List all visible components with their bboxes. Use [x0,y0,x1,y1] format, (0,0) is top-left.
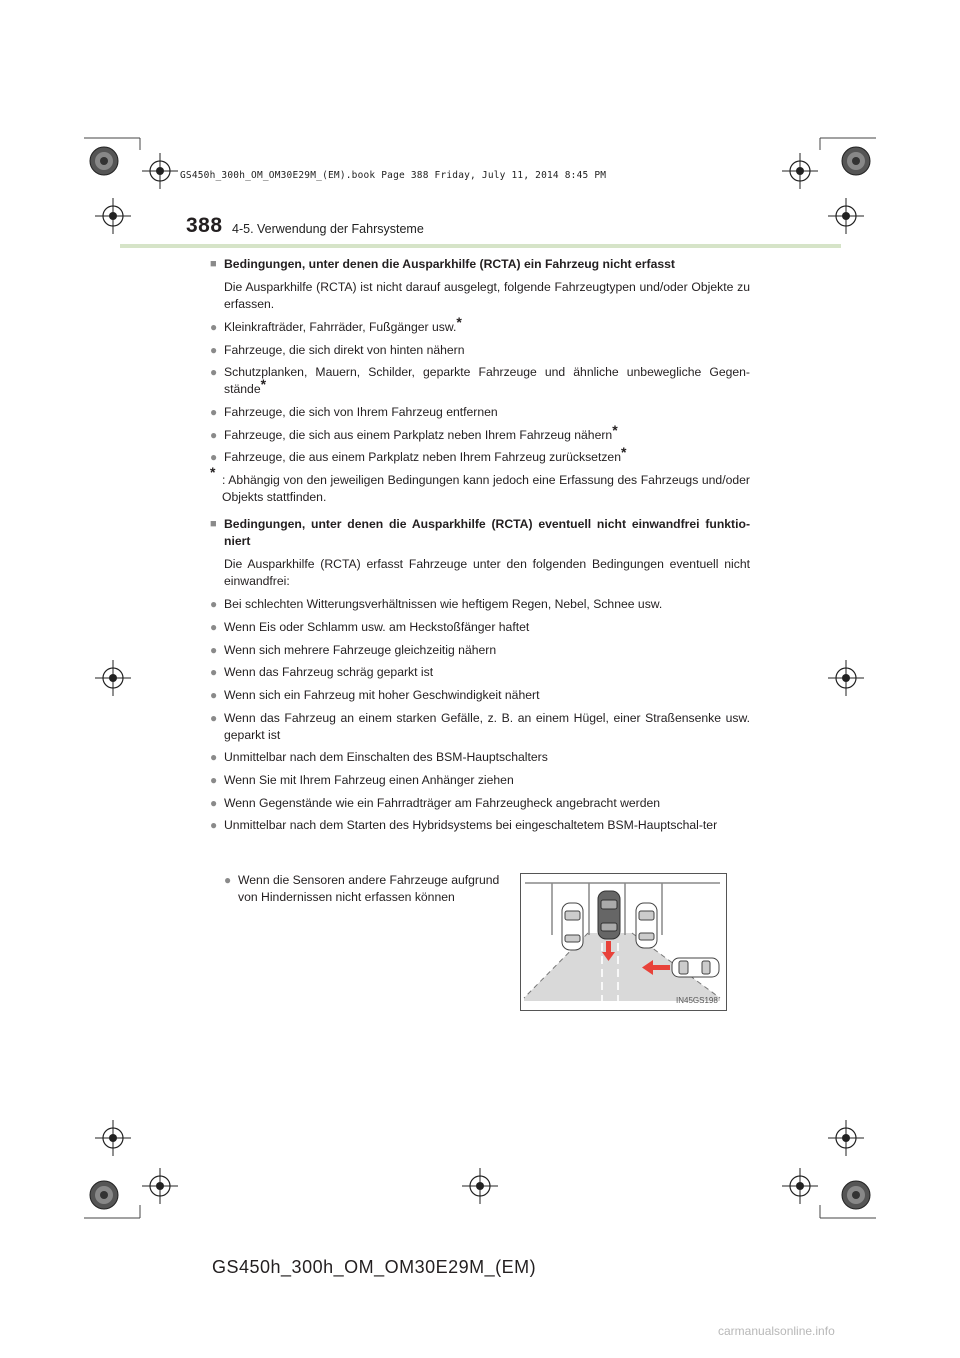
list-item [210,772,750,789]
list-item-text: Unmittelbar nach dem Starten des Hybridsystems bei eingeschaltetem BSM-Hauptschal-ter [224,818,718,833]
figure-code: IN45GS198 [676,996,718,1005]
footnote-marker: * [210,464,216,481]
dot-bullet-icon: ● [210,619,218,634]
list-item [210,642,750,659]
section-heading [210,256,750,273]
page-number: 388 [186,214,223,237]
list-item [210,687,750,704]
own-car [598,891,620,939]
list-item [210,364,750,398]
footer-document-id: GS450h_300h_OM_OM30E29M_(EM) [212,1257,537,1277]
parking-diagram [520,873,727,1011]
list-item-text: Wenn Gegenstände wie ein Fahrradträger am Fahrzeugheck angebracht werden [224,795,661,810]
list-item-text: Wenn Sie mit Ihrem Fahrzeug einen Anhänger ziehen [224,772,514,787]
list-item-text: Fahrzeuge, die aus einem Parkplatz neben Ihrem Fahrzeug zurücksetzen [224,450,621,465]
dot-bullet-icon: ● [224,873,232,887]
dot-bullet-icon: ● [210,597,218,612]
list-item-text: Fahrzeuge, die sich direkt von hinten nähern [224,342,465,357]
dot-bullet-icon: ● [210,710,218,725]
list-item [210,664,750,681]
list-item [210,421,750,444]
footnote-marker: * [621,444,627,461]
section-rcta-malfunction [210,516,750,834]
section-intro: Die Ausparkhilfe (RCTA) ist nicht darauf ausgelegt, folgende Fahrzeugtypen und/oder Objekte zu erfassen. [224,280,750,311]
list-item [210,710,750,744]
dot-bullet-icon: ● [210,818,218,833]
list-item-obstacles [224,872,514,906]
dot-bullet-icon: ● [210,427,218,442]
list-item [210,404,750,421]
dot-bullet-icon: ● [210,665,218,680]
list-item-text: Wenn das Fahrzeug an einem starken Gefälle, z. B. an einem Hügel, einer Straßensenke usw. geparkt ist [224,710,750,742]
list-item-text: Kleinkrafträder, Fahrräder, Fußgänger usw. [224,320,457,334]
dot-bullet-icon: ● [210,642,218,657]
header-rule [120,244,841,248]
list-item [210,314,750,336]
list-item-text: Wenn die Sensoren andere Fahrzeuge aufgrund von Hindernissen nicht erfassen können [238,873,500,904]
section-title: 4-5. Verwendung der Fahrsysteme [232,222,424,236]
section-heading [210,516,750,550]
print-line: GS450h_300h_OM_OM30E29M_(EM).book Page 388 Friday, July 11, 2014 8:45 PM [180,170,607,181]
dot-bullet-icon: ● [210,320,218,334]
main-content [210,256,750,844]
footnote [210,464,750,506]
list-item-text: Wenn sich mehrere Fahrzeuge gleichzeitig nähern [224,642,497,657]
footnote-text: : Abhängig von den jeweiligen Bedingungen kann jedoch eine Erfassung des Fahrzeugs und/oder Objekts stattfinden. [222,473,750,505]
footnote-marker: * [612,421,618,438]
list-item [210,749,750,766]
approaching-car [672,958,719,977]
watermark: carmanualsonline.info [718,1324,835,1338]
footnote-marker: * [456,314,462,330]
list-item-text: Bei schlechten Witterungsverhältnissen wie heftigem Regen, Nebel, Schnee usw. [224,597,663,612]
dot-bullet-icon: ● [210,405,218,420]
parked-car-left [562,903,583,950]
list-item [210,596,750,613]
bullet-list [210,596,750,834]
list-item [210,444,750,466]
dot-bullet-icon: ● [210,365,218,380]
section-heading-text: Bedingungen, unter denen die Ausparkhilfe (RCTA) eventuell nicht einwandfrei funktio-niert [224,517,750,549]
list-item-text: Wenn sich ein Fahrzeug mit hoher Geschwindigkeit nähert [224,687,540,702]
section-rcta-not-detected [210,256,750,506]
list-item [210,795,750,812]
dot-bullet-icon: ● [210,750,218,765]
dot-bullet-icon: ● [210,687,218,702]
section-heading-text: Bedingungen, unter denen die Ausparkhilfe (RCTA) ein Fahrzeug nicht erfasst [224,257,675,271]
list-item-text: Schutzplanken, Mauern, Schilder, geparkte Fahrzeuge und ähnliche unbewegliche Gegen-stände [224,365,750,397]
list-item-text: Unmittelbar nach dem Einschalten des BSM-Hauptschalters [224,750,548,765]
bullet-list [210,314,750,466]
list-item-text: Fahrzeuge, die sich aus einem Parkplatz neben Ihrem Fahrzeug nähern [224,427,613,442]
list-item-text: Wenn das Fahrzeug schräg geparkt ist [224,665,434,680]
list-item [210,342,750,359]
dot-bullet-icon: ● [210,772,218,787]
section-intro: Die Ausparkhilfe (RCTA) erfasst Fahrzeuge unter den folgenden Bedingungen eventuell nicht einwandfrei: [224,557,750,589]
parking-illustration [520,873,727,1011]
parked-car-right [636,903,657,948]
list-item-text: Fahrzeuge, die sich von Ihrem Fahrzeug entfernen [224,405,498,420]
dot-bullet-icon: ● [210,342,218,357]
square-bullet-icon: ■ [210,518,217,531]
list-item-text: Wenn Eis oder Schlamm usw. am Heckstoßfänger haftet [224,619,530,634]
list-item [210,619,750,636]
dot-bullet-icon: ● [210,450,218,465]
footnote-marker: * [260,376,267,393]
square-bullet-icon: ■ [210,258,217,270]
list-item [210,817,750,834]
dot-bullet-icon: ● [210,795,218,810]
